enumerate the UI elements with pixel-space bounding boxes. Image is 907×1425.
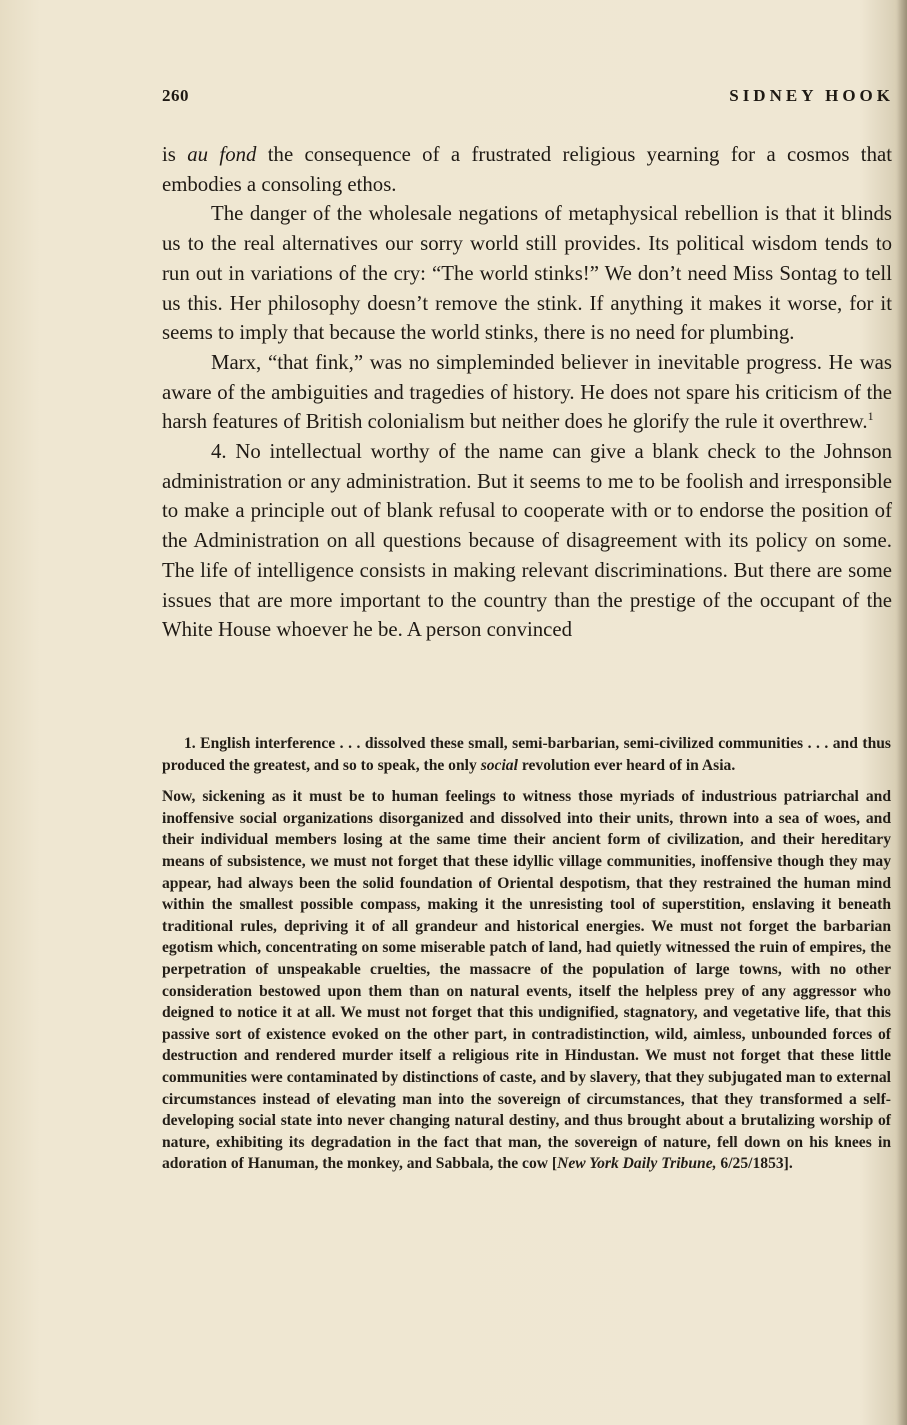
footnotes [162, 733, 891, 1175]
paragraph-1-rest: the consequence of a frustrated religious yearning for a cosmos that embodies a consoling ethos. [162, 143, 892, 196]
paragraph-1-italic: au fond [187, 143, 257, 166]
paragraph-4: 4. No intellectual worthy of the name can give a blank check to the Johnson administration or any administration. But it seems to me to be foolish and irresponsible to make a principle out of blank refusal to cooperate with or to endorse the position of the Administration on all questions because of disagreement with its policy on some. The life of intelligence consists in making relevant discriminations. But there are some issues that are more important to the country than the prestige of the occupant of the White House whoever he be. A person convinced [162, 440, 892, 642]
page-header [162, 86, 894, 116]
footnote-1-continuation [162, 786, 891, 1175]
footnote-1-text-a: 1. English interference . . . dissolved these small, semi-barbarian, semi-civilized communities . . . and thus produced the greatest, and so to speak, the only [162, 735, 891, 774]
footnote-2-text-b: 6/25/1853]. [716, 1155, 793, 1173]
page-spine-shadow [897, 0, 907, 1425]
footnote-ref-1: 1 [867, 409, 874, 424]
footnote-2-text-a: Now, sickening as it must be to human feelings to witness those myriads of industrious patriarchal and inoffensive social organizations disorganized and dissolved into their units, thrown into a sea of woes, and their individual members losing at the same time their ancient form of civilization, and their hereditary means of subsistence, we must not forget that these idyllic village communities, inoffensive though they may appear, had always been the solid foundation of Oriental despotism, that they restrained the human mind within the smallest possible compass, making it the unresisting tool of superstition, enslaving it beneath traditional rules, depriving it of all grandeur and historical energies. We must not forget the barbarian egotism which, concentrating on some miserable patch of land, had quietly witnessed the ruin of empires, the perpetration of unspeakable cruelties, the massacre of the population of large towns, with no other consideration bestowed upon them than on natural events, itself the helpless prey of any aggressor who deigned to notice it at all. We must not forget that this undignified, stagnatory, and vegetative life, that this passive sort of existence evoked on the other part, in contradistinction, wild, aimless, unbounded forces of destruction and rendered murder itself a religious rite in Hindustan. We must not forget that these little communities were contaminated by distinctions of caste, and by slavery, that they subjugated man to external circumstances instead of elevating man into the sovereign of circumstances, that they transformed a self-developing social state into never changing natural destiny, and thus brought about a brutalizing worship of nature, exhibiting its degradation in the fact that man, the sovereign of nature, fell down on his knees in adoration of Hanuman, the monkey, and Sabbala, the cow [ [162, 788, 891, 1173]
paragraph-3 [162, 348, 892, 437]
paragraph-1 [162, 140, 892, 199]
body-text [162, 140, 892, 645]
page-number: 260 [162, 86, 189, 105]
footnote-1 [162, 733, 891, 776]
running-head: SIDNEY HOOK [729, 86, 894, 105]
paragraph-3-text: Marx, “that fink,” was no simpleminded believer in inevitable progress. He was aware of the ambiguities and tragedies of history. He does not spare his criticism of the harsh features of British colonialism but neither does he glorify the rule it overthrew. [162, 350, 892, 434]
footnote-1-italic: social [480, 756, 518, 774]
footnote-1-text-b: revolution ever heard of in Asia. [517, 756, 736, 774]
footnote-2-italic: New York Daily Tribune, [557, 1155, 717, 1173]
paragraph-2: The danger of the wholesale negations of metaphysical rebellion is that it blinds us to the real alternatives our sorry world still provides. Its political wisdom tends to run out in variations of the cry: “The world stinks!” We don’t need Miss Sontag to tell us this. Her philosophy doesn’t remove the stink. If anything it makes it worse, for it seems to imply that because the world stinks, there is no need for plumbing. [162, 202, 892, 345]
paragraph-1-lead: is [162, 143, 188, 166]
